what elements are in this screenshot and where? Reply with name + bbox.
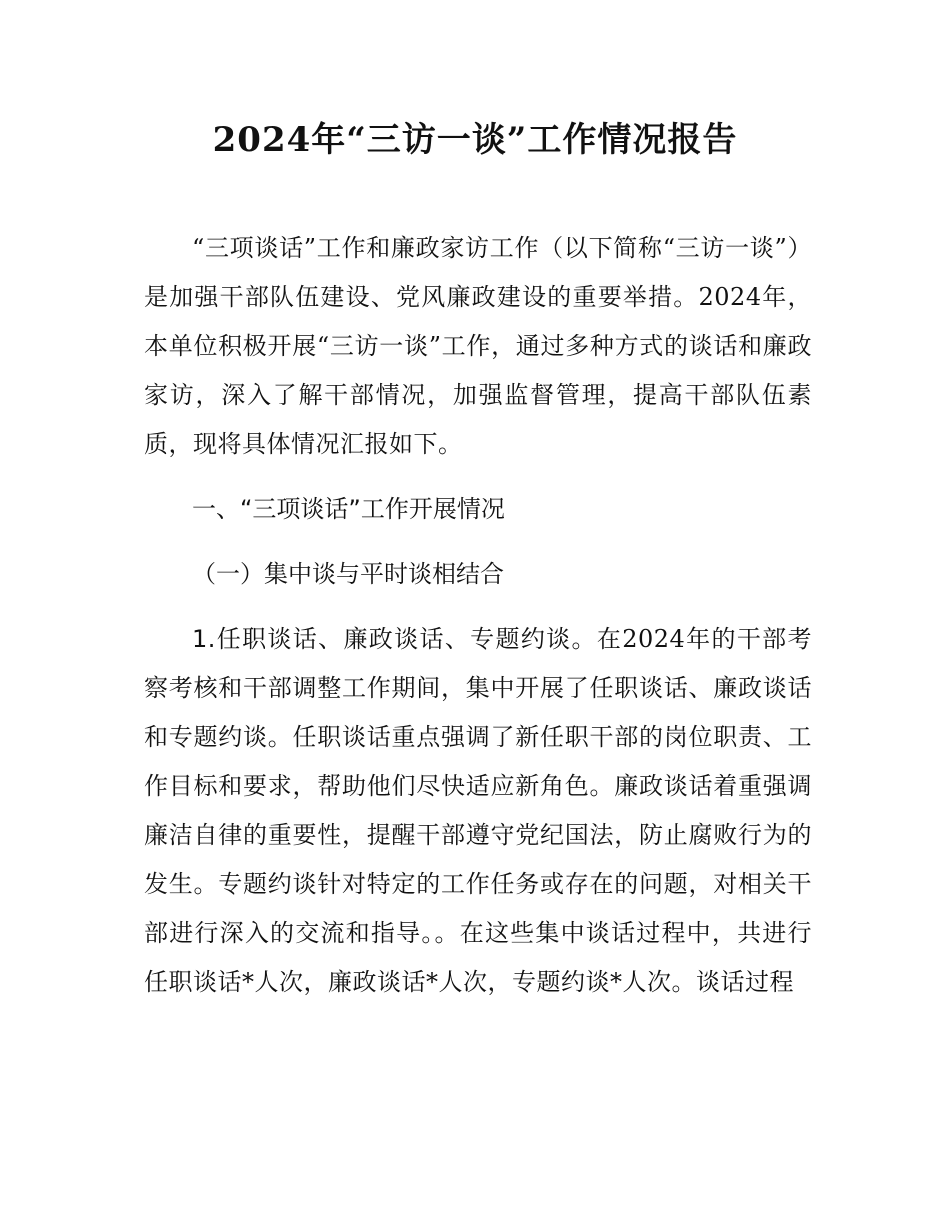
subsection-heading: （一）集中谈与平时谈相结合 [192, 560, 504, 588]
document-body [144, 224, 812, 1007]
item-paragraph [144, 615, 812, 1007]
section-heading: 一、“三项谈话”工作开展情况 [192, 495, 505, 523]
item-text: 在2024年的干部考察考核和干部调整工作期间，集中开展了任职谈话、廉政谈话和专题约谈。任职谈话重点强调了新任职干部的岗位职责、工作目标和要求，帮助他们尽快适应新角色。廉政谈话着重强调廉洁自律的重要性，提醒干部遵守党纪国法，防止腐败行为的发生。专题约谈针对特定的工作任务或存在的问题，对相关干部进行深入的交流和指导。。在这些集中谈话过程中，共进行任职谈话*人次，廉政谈话*人次，专题约谈*人次。谈话过程 [144, 625, 813, 996]
document-title: 2024年“三访一谈”工作情况报告 [212, 120, 738, 160]
intro-paragraph: “三项谈话”工作和廉政家访工作（以下简称“三访一谈”）是加强干部队伍建设、党风廉政建设的重要举措。2024年，本单位积极开展“三访一谈”工作，通过多种方式的谈话和廉政家访，深入了解干部情况，加强监督管理，提高干部队伍素质，现将具体情况汇报如下。 [144, 234, 812, 458]
item-lead: 1.任职谈话、廉政谈话、专题约谈。 [192, 625, 597, 653]
